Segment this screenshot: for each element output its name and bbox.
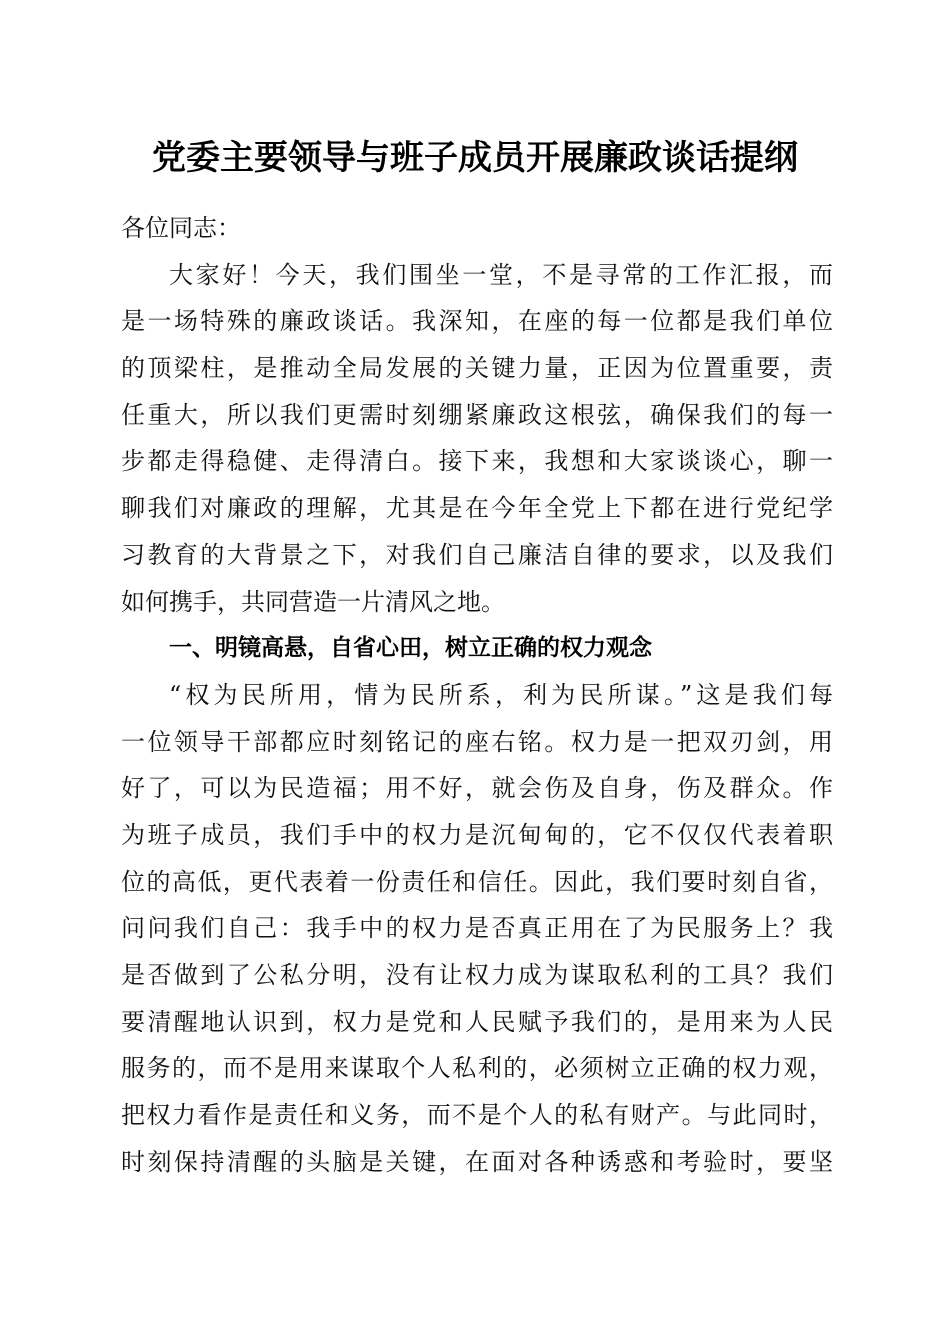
paragraph-line: 一位领导干部都应时刻铭记的座右铭。权力是一把双刃剑，用: [121, 727, 833, 756]
paragraph-intro: [121, 252, 833, 626]
paragraph-line: 问问我们自己：我手中的权力是否真正用在了为民服务上？我: [121, 914, 833, 943]
paragraph-line: 为班子成员，我们手中的权力是沉甸甸的，它不仅仅代表着职: [121, 820, 833, 849]
paragraph-section1: [121, 672, 833, 1186]
paragraph-line: 大家好！今天，我们围坐一堂，不是寻常的工作汇报，而: [169, 260, 833, 289]
paragraph-line: 好了，可以为民造福；用不好，就会伤及自身，伤及群众。作: [121, 774, 833, 803]
paragraph-line: 服务的，而不是用来谋取个人私利的，必须树立正确的权力观，: [121, 1054, 833, 1083]
paragraph-line: 位的高低，更代表着一份责任和信任。因此，我们要时刻自省，: [121, 867, 833, 896]
section-heading: 一、明镜高悬，自省心田，树立正确的权力观念: [169, 635, 652, 662]
paragraph-line: 时刻保持清醒的头脑是关键，在面对各种诱惑和考验时，要坚: [121, 1147, 833, 1176]
paragraph-line: 把权力看作是责任和义务，而不是个人的私有财产。与此同时，: [121, 1101, 833, 1130]
salutation: 各位同志：: [121, 214, 241, 242]
paragraph-line: 聊我们对廉政的理解，尤其是在今年全党上下都在进行党纪学: [121, 494, 833, 523]
document-body: [121, 205, 833, 1185]
paragraph-line: 步都走得稳健、走得清白。接下来，我想和大家谈谈心，聊一: [121, 447, 833, 476]
paragraph-line: 是一场特殊的廉政谈话。我深知，在座的每一位都是我们单位: [121, 307, 833, 336]
paragraph-line: 的顶梁柱，是推动全局发展的关键力量，正因为位置重要，责: [121, 354, 833, 383]
paragraph-line: 如何携手，共同营造一片清风之地。: [121, 587, 505, 616]
paragraph-line: 是否做到了公私分明，没有让权力成为谋取私利的工具？我们: [121, 961, 833, 989]
document-title: 党委主要领导与班子成员开展廉政谈话提纲: [152, 138, 798, 178]
paragraph-line: 任重大，所以我们更需时刻绷紧廉政这根弦，确保我们的每一: [121, 400, 833, 429]
paragraph-line: 要清醒地认识到，权力是党和人民赋予我们的，是用来为人民: [121, 1007, 833, 1036]
paragraph-line: 习教育的大背景之下，对我们自己廉洁自律的要求，以及我们: [121, 540, 833, 569]
paragraph-line: “权为民所用，情为民所系，利为民所谋。”这是我们每: [169, 680, 833, 709]
